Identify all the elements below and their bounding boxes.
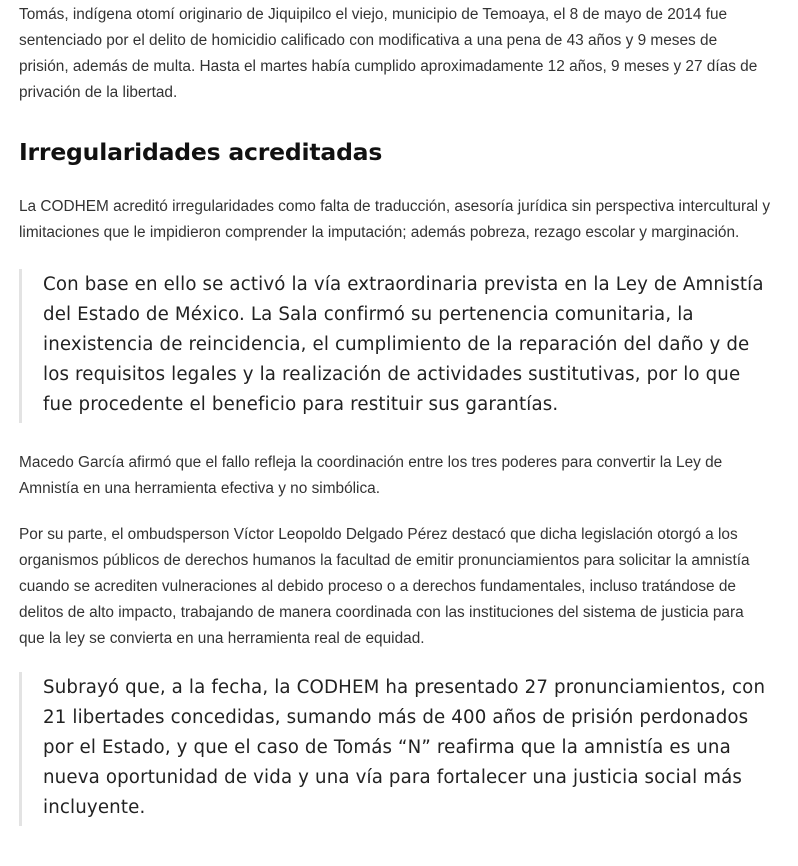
article-paragraph-sentence: Tomás, indígena otomí originario de Jiquipilco el viejo, municipio de Temoaya, el 8 de mayo de 2014 fue sentenciado por el delito de homicidio calificado con modificativa a una pena de 43 años y 9 meses de prisión, además de multa. Hasta el martes había cumplido aproximadamente 12 años, 9 meses y 27 días de privación de la libertad. xyxy=(19,6,758,101)
article-body xyxy=(19,0,771,826)
section-heading: Irregularidades acreditadas xyxy=(19,138,383,166)
article-paragraph-ombudsperson: Por su parte, el ombudsperson Víctor Leopoldo Delgado Pérez destacó que dicha legislación otorgó a los organismos públicos de derechos humanos la facultad de emitir pronunciamientos para solicitar la amnistía cuando se acrediten vulneraciones al debido proceso o a derechos fundamentales, incluso tratándose de delitos de alto impacto, trabajando de manera coordinada con las instituciones del sistema de justicia para que la ley se convierta en una herramienta real de equidad. xyxy=(19,526,750,647)
blockquote-amnesty-law: Con base en ello se activó la vía extraordinaria prevista en la Ley de Amnistía del Estado de México. La Sala confirmó su pertenencia comunitaria, la inexistencia de reincidencia, el cumplimiento de la reparación del daño y de los requisitos legales y la realización de actividades sustitutivas, por lo que fue procedente el beneficio para restituir sus garantías. xyxy=(19,269,771,423)
blockquote-codhem-stats: Subrayó que, a la fecha, la CODHEM ha presentado 27 pronunciamientos, con 21 libertades concedidas, sumando más de 400 años de prisión perdonados por el Estado, y que el caso de Tomás “N” reafirma que la amnistía es una nueva oportunidad de vida y una vía para fortalecer una justicia social más incluyente. xyxy=(19,672,771,826)
article-paragraph-macedo: Macedo García afirmó que el fallo refleja la coordinación entre los tres poderes para convertir la Ley de Amnistía en una herramienta efectiva y no simbólica. xyxy=(19,454,723,497)
article-paragraph-irregularities: La CODHEM acreditó irregularidades como falta de traducción, asesoría jurídica sin perspectiva intercultural y limitaciones que le impidieron comprender la imputación; además pobreza, rezago escolar y marginación. xyxy=(19,198,771,241)
